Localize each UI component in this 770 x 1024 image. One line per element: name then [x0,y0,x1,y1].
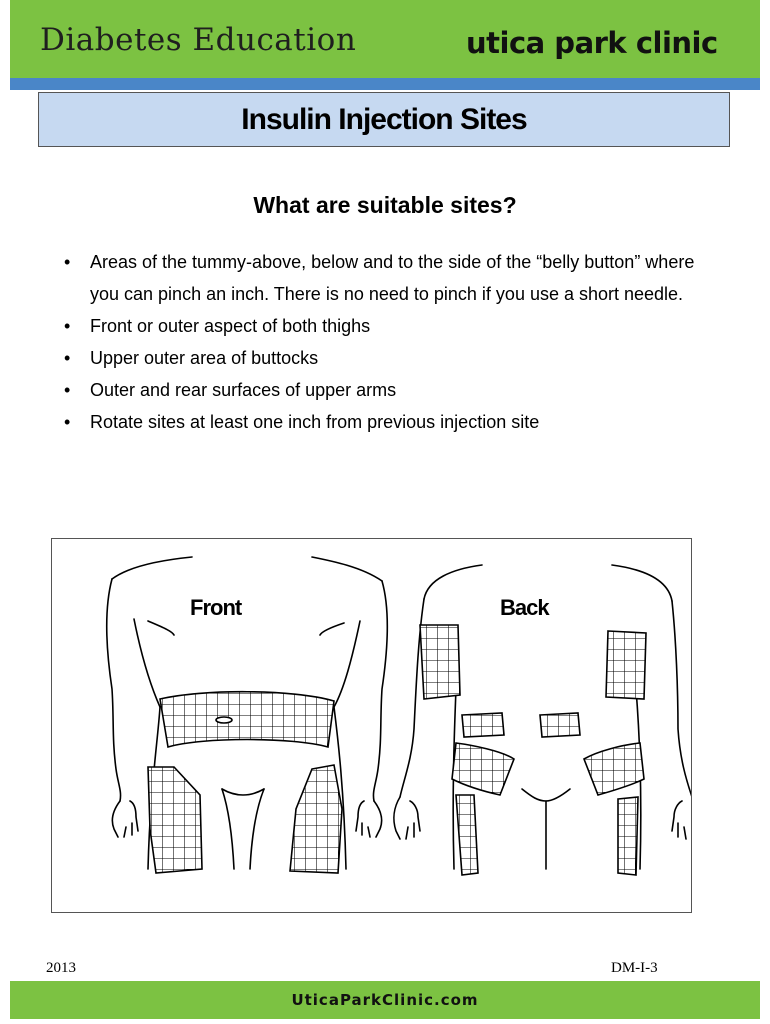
left-buttock-grid [452,743,514,795]
header-strip [10,78,760,90]
back-left-upper-grid [462,713,504,737]
list-item-text: Front or outer aspect of both thighs [90,316,371,336]
sites-list [62,246,702,438]
footer-banner [10,981,760,1019]
back-left-arm-grid [420,625,460,699]
front-left-thigh-grid [148,767,202,873]
back-right-upper-grid [540,713,580,737]
footer-year: 2013 [46,960,76,976]
bullet-icon: • [64,316,71,336]
front-right-thigh-grid [290,765,342,873]
title-box [38,92,730,147]
abdomen-grid [160,692,334,747]
body-illustration [52,539,691,912]
list-item [62,310,702,342]
list-item [62,246,702,310]
belly-button-icon [216,717,232,723]
list-item-text: Upper outer area of buttocks [90,348,319,368]
injection-sites-diagram [51,538,692,913]
clinic-logo: utica park clinic [466,26,718,60]
list-item-text: Rotate sites at least one inch from previous injection site [90,412,540,432]
bullet-icon: • [64,348,71,368]
bullet-icon: • [64,412,71,432]
website-link[interactable]: UticaParkClinic.com [291,991,479,1009]
list-item [62,342,702,374]
document-code: DM-I-3 [611,960,658,976]
front-right-hand [356,801,382,837]
back-label: Back [500,595,549,620]
bullet-icon: • [64,380,71,400]
back-right-thigh-grid [618,797,638,875]
front-label: Front [190,595,242,620]
back-left-thigh-grid [456,795,478,875]
back-right-hand [672,797,691,839]
list-item-text: Areas of the tummy-above, below and to the side of the “belly button” where you can pinch an inch. There is no need to pinch if you use a short needle. [90,252,695,304]
back-left-hand [394,797,420,839]
back-right-arm-grid [606,631,646,699]
program-title: Diabetes Education [40,22,357,58]
list-item-text: Outer and rear surfaces of upper arms [90,380,397,400]
list-item [62,406,702,438]
front-left-hand [112,801,138,837]
section-heading: What are suitable sites? [253,192,517,218]
list-item [62,374,702,406]
right-buttock-grid [584,743,644,795]
bullet-icon: • [64,252,71,272]
page-title: Insulin Injection Sites [241,103,527,136]
